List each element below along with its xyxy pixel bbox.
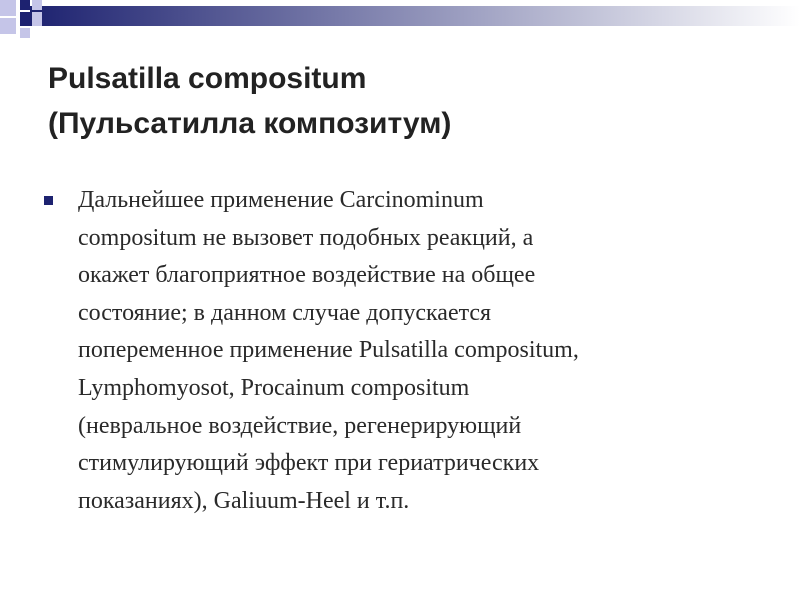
deco-square (20, 28, 30, 38)
bullet-line: compositum не вызовет подобных реакций, а (78, 224, 534, 251)
deco-square (0, 18, 16, 34)
title-line: (Пульсатилла композитум) (48, 107, 452, 140)
deco-square (20, 12, 30, 26)
bullet-line: Lymphomyosot, Procainum compositum (78, 374, 470, 401)
title-line: Pulsatilla compositum (48, 62, 367, 95)
bullet-line: (невральное воздействие, регенерирующий (78, 412, 522, 439)
slide-title (48, 56, 451, 146)
bullet-line: состояние; в данном случае допускается (78, 299, 492, 326)
deco-square (32, 12, 42, 26)
bullet-line: окажет благоприятное воздействие на общее (78, 262, 536, 289)
bullet-line: Дальнейшее применение Carcinominum (78, 187, 484, 213)
deco-square (0, 0, 16, 16)
bullet-line: попеременное применение Pulsatilla compositum, (78, 337, 579, 364)
bullet-line: показаниях), Galiuum-Heel и т.п. (78, 487, 410, 514)
deco-square (32, 0, 42, 10)
deco-square (20, 0, 30, 10)
bullet-text (78, 182, 738, 520)
bullet-line: стимулирующий эффект при гериатрических (78, 450, 540, 477)
square-bullet-icon (44, 196, 53, 205)
header-decoration (0, 0, 800, 50)
header-gradient-band (30, 6, 800, 26)
